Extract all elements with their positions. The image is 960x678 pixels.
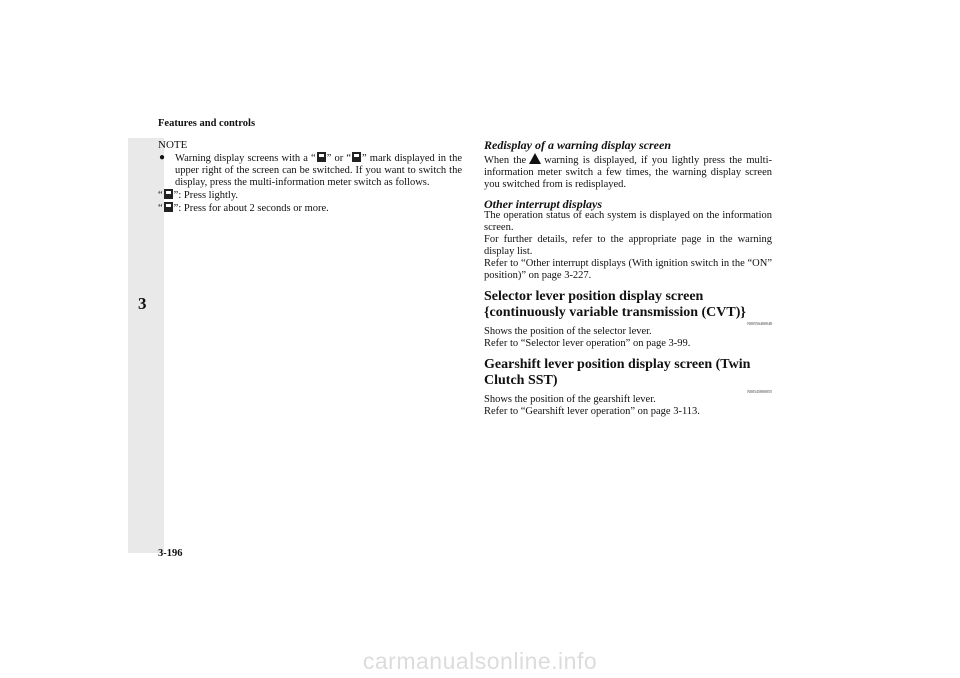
watermark: carmanualsonline.info <box>362 648 598 674</box>
section-body-gearshift-1: Shows the position of the gearshift lever. <box>484 394 656 405</box>
section-code-selector-lever: N00556400048 <box>747 321 772 326</box>
section-title-selector-lever: Selector lever position display screen {continuously variable transmission (CVT)} <box>484 289 746 320</box>
left-column <box>158 139 462 215</box>
section-title-gearshift-lever: Gearshift lever position display screen (Twin Clutch SST) <box>484 357 751 388</box>
section-code-gearshift-lever: N00545800055 <box>747 389 772 394</box>
note-bullet-text: Warning display screens with a “ ” or “ ” mark displayed in the upper right of the screen can be switched. If you want to switch the display, press the multi-information meter switch as follows. <box>175 153 462 188</box>
chapter-number: 3 <box>138 294 147 313</box>
running-header: Features and controls <box>158 118 256 129</box>
note-bullet <box>158 152 462 189</box>
display-switch-icon <box>317 152 326 162</box>
section-title-interrupt: Other interrupt displays <box>484 197 603 211</box>
display-switch-icon <box>352 152 361 162</box>
section-title-redisplay: Redisplay of a warning display screen <box>484 138 672 152</box>
section-body-selector-1: Shows the position of the selector lever. <box>484 326 652 337</box>
warning-triangle-icon <box>529 153 541 164</box>
section-body-interrupt-2: For further details, refer to the appropriate page in the warning display list. <box>484 234 772 257</box>
note-item-press-lightly: “ ”: Press lightly. <box>158 190 239 201</box>
section-body-selector-2: Refer to “Selector lever operation” on page 3-99. <box>484 338 691 349</box>
section-body-redisplay: When the warning is displayed, if you lightly press the multi-information meter switch a few times, the warning display screen you switched from is redisplayed. <box>484 155 772 190</box>
display-switch-icon <box>164 202 173 212</box>
bullet-icon: ● <box>159 152 166 163</box>
section-body-gearshift-2: Refer to “Gearshift lever operation” on page 3-113. <box>484 406 700 417</box>
section-body-interrupt-1: The operation status of each system is displayed on the information screen. <box>484 210 772 233</box>
page-number: 3-196 <box>158 548 183 559</box>
right-column <box>484 139 772 418</box>
display-switch-icon <box>164 189 173 199</box>
section-body-interrupt-3: Refer to “Other interrupt displays (With ignition switch in the “ON” position)” on page 3-227. <box>484 258 772 281</box>
note-title: NOTE <box>158 139 188 151</box>
note-item-press-long: “ ”: Press for about 2 seconds or more. <box>158 203 329 214</box>
